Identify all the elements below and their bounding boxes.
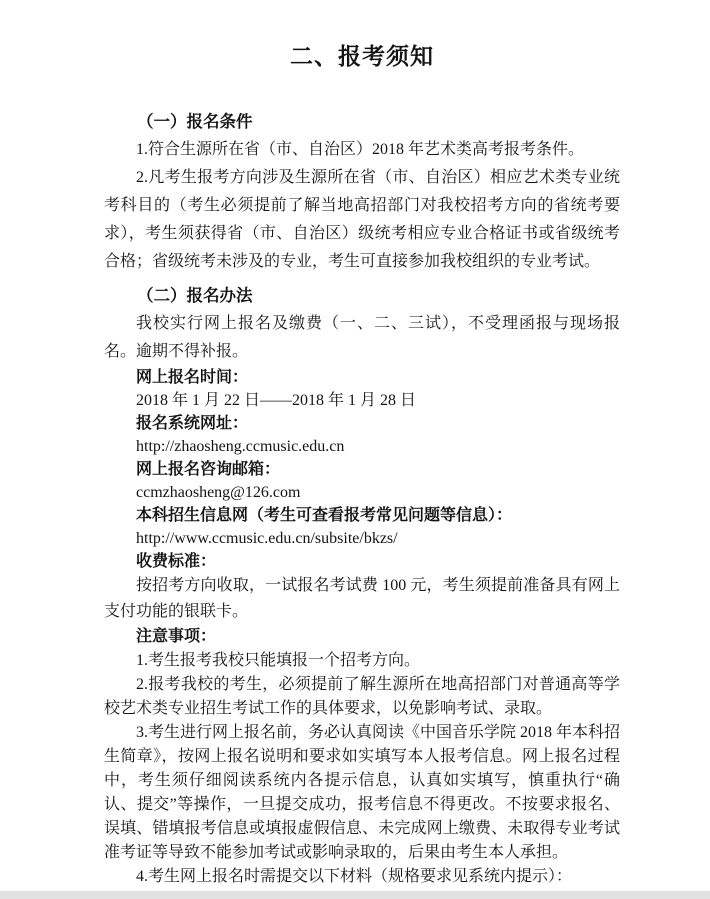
fee-label: 收费标准：	[136, 553, 217, 570]
section1-paragraph: 2.凡考生报考方向涉及生源所在省（市、自治区）相应艺术类专业统考科目的（考生必须提前了解当地高招部门对我校招考方向的省统考要求），考生须获得省（市、自治区）级统考相应专业合格证书或省级统考合格；省级统考未涉及的专业，考生可直接参加我校组织的专业考试。	[104, 169, 620, 270]
field-label: 本科招生信息网（考生可查看报考常见问题等信息）：	[136, 507, 513, 524]
note-item: 4.考生网上报名时需提交以下材料（规格要求见系统内提示）：	[136, 868, 573, 885]
section2-heading: （二）报名办法	[137, 286, 253, 305]
field-label: 报名系统网址：	[136, 415, 249, 432]
fee-text: 按招考方向收取，一试报名考试费 100 元，考生须提前准备具有网上支付功能的银联卡。	[104, 577, 620, 620]
note-item: 1.考生报考我校只能填报一个招考方向。	[136, 652, 421, 669]
section-registration-conditions	[104, 108, 620, 276]
section2-intro: 我校实行网上报名及缴费（一、二、三试），不受理函报与现场报名。逾期不得补报。	[104, 315, 620, 360]
inquiry-email-address: ccmzhaosheng@126.com	[136, 484, 301, 501]
field-label: 网上报名咨询邮箱：	[136, 461, 281, 478]
notes-block	[104, 625, 620, 889]
section1-paragraph: 1.符合生源所在省（市、自治区）2018 年艺术类高考报考条件。	[136, 141, 585, 158]
field-fee-standard	[104, 550, 620, 625]
registration-site-url: http://zhaosheng.ccmusic.edu.cn	[136, 438, 345, 455]
section1-heading: （一）报名条件	[137, 112, 253, 131]
field-registration-site	[104, 412, 620, 458]
registration-date-range: 2018 年 1 月 22 日——2018 年 1 月 28 日	[136, 392, 417, 409]
section-registration-method	[104, 282, 620, 889]
note-item: 3.考生进行网上报名前，务必认真阅读《中国音乐学院 2018 年本科招生简章》，按网上报名说明和要求如实填写本人报考信息。网上报名过程中，考生须仔细阅读系统内各提示信息，认真如实填写，慎重执行“确认、提交”等操作，一旦提交成功，报考信息不得更改。不按要求报名、误填、错填报考信息或填报虚假信息、未完成网上缴费、未取得专业考试准考证等导致不能参加考试或影响录取的，后果由考生本人承担。	[104, 724, 621, 861]
admissions-info-url: http://www.ccmusic.edu.cn/subsite/bkzs/	[136, 530, 398, 547]
page-title: 二、报考须知	[290, 44, 434, 69]
field-inquiry-email	[104, 458, 620, 504]
field-registration-time	[104, 366, 620, 412]
field-admissions-info-site	[104, 504, 620, 550]
notes-label: 注意事项：	[136, 628, 217, 645]
document-content	[104, 0, 620, 889]
note-item: 2.报考我校的考生，必须提前了解生源所在地高招部门对普通高等学校艺术类专业招生考试工作的具体要求，以免影响考试、录取。	[104, 676, 620, 717]
page-bottom-divider	[0, 891, 710, 899]
field-label: 网上报名时间：	[136, 369, 249, 386]
